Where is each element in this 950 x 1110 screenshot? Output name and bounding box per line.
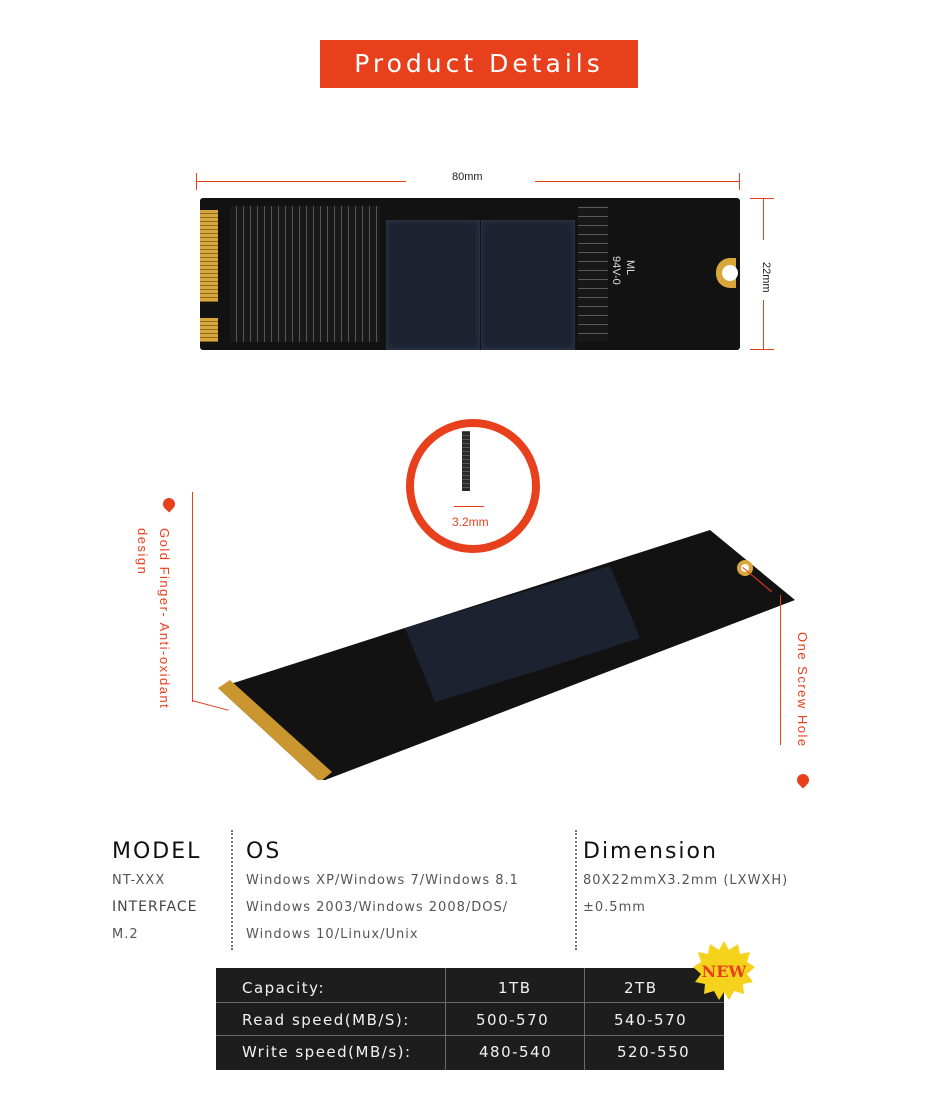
interface-value: M.2 (112, 927, 139, 942)
table-cell-value: 500-570 (476, 1011, 550, 1029)
table-cell-label: Read speed(MB/S): (242, 1011, 410, 1029)
screw-hole-callout-text: One Screw Hole (795, 632, 810, 748)
table-cell-label: Capacity: (242, 979, 326, 997)
screw-notch (716, 258, 736, 288)
flash-chip-2 (481, 220, 575, 350)
components-strip (578, 206, 608, 342)
cert-label-2: 94V-0 (610, 256, 622, 285)
table-cell-value: 540-570 (614, 1011, 688, 1029)
cert-label-1: ML (624, 260, 636, 276)
ssd-angled-illustration (210, 520, 810, 780)
ssd-board-angled-view (210, 520, 810, 730)
gold-finger-contacts (200, 210, 218, 302)
table-cell-label: Write speed(MB/s): (242, 1043, 412, 1061)
thickness-measure-line (454, 506, 484, 507)
table-cell-value: 480-540 (479, 1043, 553, 1061)
screw-hole-callout-line (780, 595, 781, 745)
width-tick-top (750, 198, 774, 199)
new-badge-label: NEW (701, 962, 747, 981)
model-value: NT-XXX (112, 873, 166, 888)
new-badge (692, 940, 756, 1004)
gold-finger-callout-text: Gold Finger- Anti-oxidant (157, 528, 172, 710)
gold-finger-contacts-short (200, 318, 218, 342)
product-details-banner: Product Details (320, 40, 638, 88)
speed-spec-table (216, 968, 724, 1070)
length-tick-right (739, 173, 740, 190)
spec-separator-1 (231, 830, 233, 950)
length-dimension-line-left (196, 181, 406, 182)
length-tick-left (196, 173, 197, 190)
gold-finger-callout-text-2: design (135, 528, 150, 576)
dimension-line: 80X22mmX3.2mm (LXWXH) (583, 873, 789, 888)
dimension-line: ±0.5mm (583, 900, 646, 915)
interface-title: INTERFACE (112, 899, 198, 915)
width-tick-bottom (750, 349, 774, 350)
gold-finger-callout-line (192, 492, 193, 702)
screwdriver-tip (462, 431, 470, 491)
spec-separator-2 (575, 830, 577, 950)
table-cell-value: 520-550 (617, 1043, 691, 1061)
ssd-board-top-view (200, 198, 740, 350)
model-title: MODEL (112, 839, 202, 864)
os-title: OS (246, 839, 282, 864)
gold-finger-pin-icon (161, 496, 178, 513)
length-dimension-line-right (535, 181, 740, 182)
table-cell-value: 1TB (498, 979, 532, 997)
components-area (230, 206, 380, 342)
os-line: Windows XP/Windows 7/Windows 8.1 (246, 873, 519, 888)
width-dimension-line-top (763, 198, 764, 240)
os-line: Windows 10/Linux/Unix (246, 927, 419, 942)
flash-chip-1 (386, 220, 480, 350)
table-cell-value: 2TB (624, 979, 658, 997)
os-line: Windows 2003/Windows 2008/DOS/ (246, 900, 509, 915)
dimension-title: Dimension (583, 839, 718, 864)
length-label: 80mm (452, 171, 483, 183)
thickness-label: 3.2mm (452, 515, 489, 529)
width-dimension-line-bottom (763, 300, 764, 350)
width-label: 22mm (760, 262, 772, 293)
